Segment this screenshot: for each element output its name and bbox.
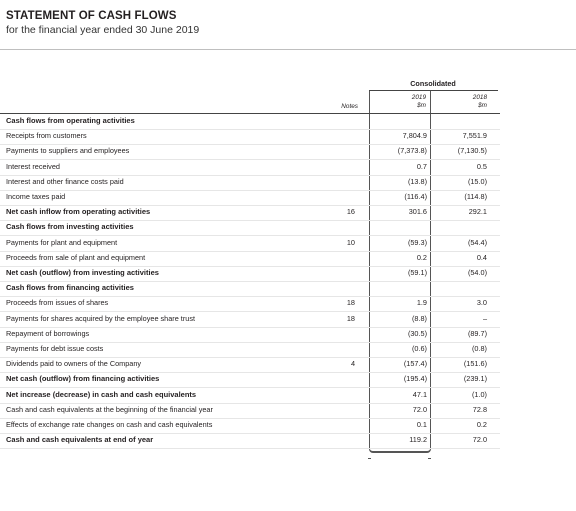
row-label: Dividends paid to owners of the Company (6, 359, 142, 369)
row-note: 4 (350, 359, 355, 369)
value-2019: (0.6) (411, 344, 427, 353)
row-label: Proceeds from issues of shares (6, 298, 109, 308)
value-2019: 0.2 (416, 252, 427, 262)
table-row (0, 281, 500, 296)
value-2018: (7,130.5) (457, 146, 487, 156)
row-label: Interest and other finance costs paid (6, 176, 124, 186)
value-2019: 7,804.9 (402, 131, 427, 141)
consolidated-underline (369, 90, 498, 91)
table-row (0, 114, 500, 129)
row-label: Net cash (outflow) from investing activities (6, 268, 159, 277)
row-label: Effects of exchange rate changes on cash and cash equivalents (6, 420, 213, 429)
value-2018: 72.8 (472, 404, 487, 414)
row-note: 16 (346, 207, 355, 217)
consolidated-heading: Consolidated (410, 79, 456, 88)
value-2019: (116.4) (404, 192, 427, 201)
table-row (0, 342, 500, 357)
value-2019: 301.6 (408, 207, 427, 217)
row-note: 10 (346, 237, 355, 247)
row-note: 18 (346, 313, 355, 323)
value-2018: (54.0) (467, 268, 487, 277)
value-2018: (0.8) (471, 344, 487, 353)
value-2019: 0.7 (416, 161, 427, 171)
table-row (0, 418, 500, 433)
value-2019: (157.4) (403, 359, 427, 369)
statement-subtitle: for the financial year ended 30 June 2019 (6, 24, 200, 36)
table-row (0, 144, 500, 159)
value-2019: (59.3) (407, 237, 427, 247)
row-label: Payments for plant and equipment (6, 237, 118, 247)
statement-title: STATEMENT OF CASH FLOWS (6, 10, 177, 22)
value-2018: 0.4 (476, 252, 487, 262)
value-2019: (30.5) (407, 328, 427, 338)
row-label: Payments for debt issue costs (6, 344, 104, 353)
table-row (0, 312, 500, 327)
table-row (0, 205, 500, 220)
row-label: Proceeds from sale of plant and equipment (6, 252, 146, 262)
row-label: Net cash (outflow) from financing activities (6, 374, 160, 384)
row-label: Cash and cash equivalents at the beginning of the financial year (6, 404, 213, 414)
table-row (0, 160, 500, 175)
value-2018: – (482, 313, 487, 323)
year-2018-label: 2018 (472, 94, 487, 101)
row-label: Net cash inflow from operating activities (6, 207, 151, 217)
row-label: Cash flows from operating activities (6, 116, 135, 125)
value-2019: 1.9 (416, 298, 427, 308)
table-row (0, 251, 500, 266)
value-2018: (89.7) (467, 328, 487, 338)
value-2019: 47.1 (412, 389, 427, 399)
value-2018: (54.4) (467, 237, 487, 247)
value-2019: 72.0 (412, 404, 427, 414)
row-label: Cash flows from investing activities (6, 222, 134, 232)
value-2018: (151.6) (463, 359, 487, 369)
value-2018: (114.8) (464, 192, 487, 201)
row-label: Income taxes paid (6, 192, 66, 201)
value-2019: 119.2 (409, 435, 427, 445)
value-2019: (13.8) (407, 176, 427, 186)
value-2018: 292.1 (468, 207, 487, 217)
row-label: Cash flows from financing activities (6, 283, 134, 293)
value-2018: 0.2 (476, 420, 487, 429)
table-row (0, 236, 500, 251)
box-corner-mark-right (428, 458, 431, 459)
table-row (0, 190, 500, 205)
value-2018: (239.1) (463, 374, 487, 384)
table-row (0, 129, 500, 144)
value-2019: (59.1) (407, 268, 427, 277)
row-label: Receipts from customers (6, 131, 87, 141)
table-row (0, 433, 500, 448)
table-row (0, 327, 500, 342)
value-2019: (195.4) (403, 374, 427, 384)
notes-column-header: Notes (341, 103, 358, 110)
value-2019: (7,373.8) (397, 146, 427, 156)
year-2019-label: 2019 (411, 94, 426, 101)
table-row (0, 175, 500, 190)
table-row (0, 296, 500, 311)
title-divider (0, 49, 576, 50)
row-label: Net increase (decrease) in cash and cash equivalents (6, 389, 197, 399)
row-divider (0, 448, 500, 449)
row-label: Cash and cash equivalents at end of year (6, 435, 154, 445)
value-2018: (15.0) (467, 176, 487, 186)
table-row (0, 388, 500, 403)
row-label: Payments to suppliers and employees (6, 146, 130, 156)
value-2019: (8.8) (411, 313, 427, 323)
row-label: Repayment of borrowings (6, 328, 90, 338)
row-label: Payments for shares acquired by the employee share trust (6, 313, 196, 323)
value-2018: 7,551.9 (462, 131, 487, 141)
value-2018: 72.0 (472, 435, 487, 445)
box-corner-mark-left (368, 458, 371, 459)
row-label: Interest received (6, 161, 60, 171)
value-2018: 3.0 (476, 298, 487, 308)
value-2019: 0.1 (416, 420, 427, 429)
table-row (0, 357, 500, 372)
table-row (0, 266, 500, 281)
row-note: 18 (346, 298, 355, 308)
value-2018: 0.5 (476, 161, 487, 171)
table-row (0, 403, 500, 418)
table-row (0, 372, 500, 387)
table-row (0, 220, 500, 235)
column-header-2018 (441, 94, 487, 110)
column-header-2019 (380, 94, 426, 110)
unit-2018-label: $m (478, 102, 487, 109)
value-2018: (1.0) (471, 389, 487, 399)
unit-2019-label: $m (417, 102, 426, 109)
